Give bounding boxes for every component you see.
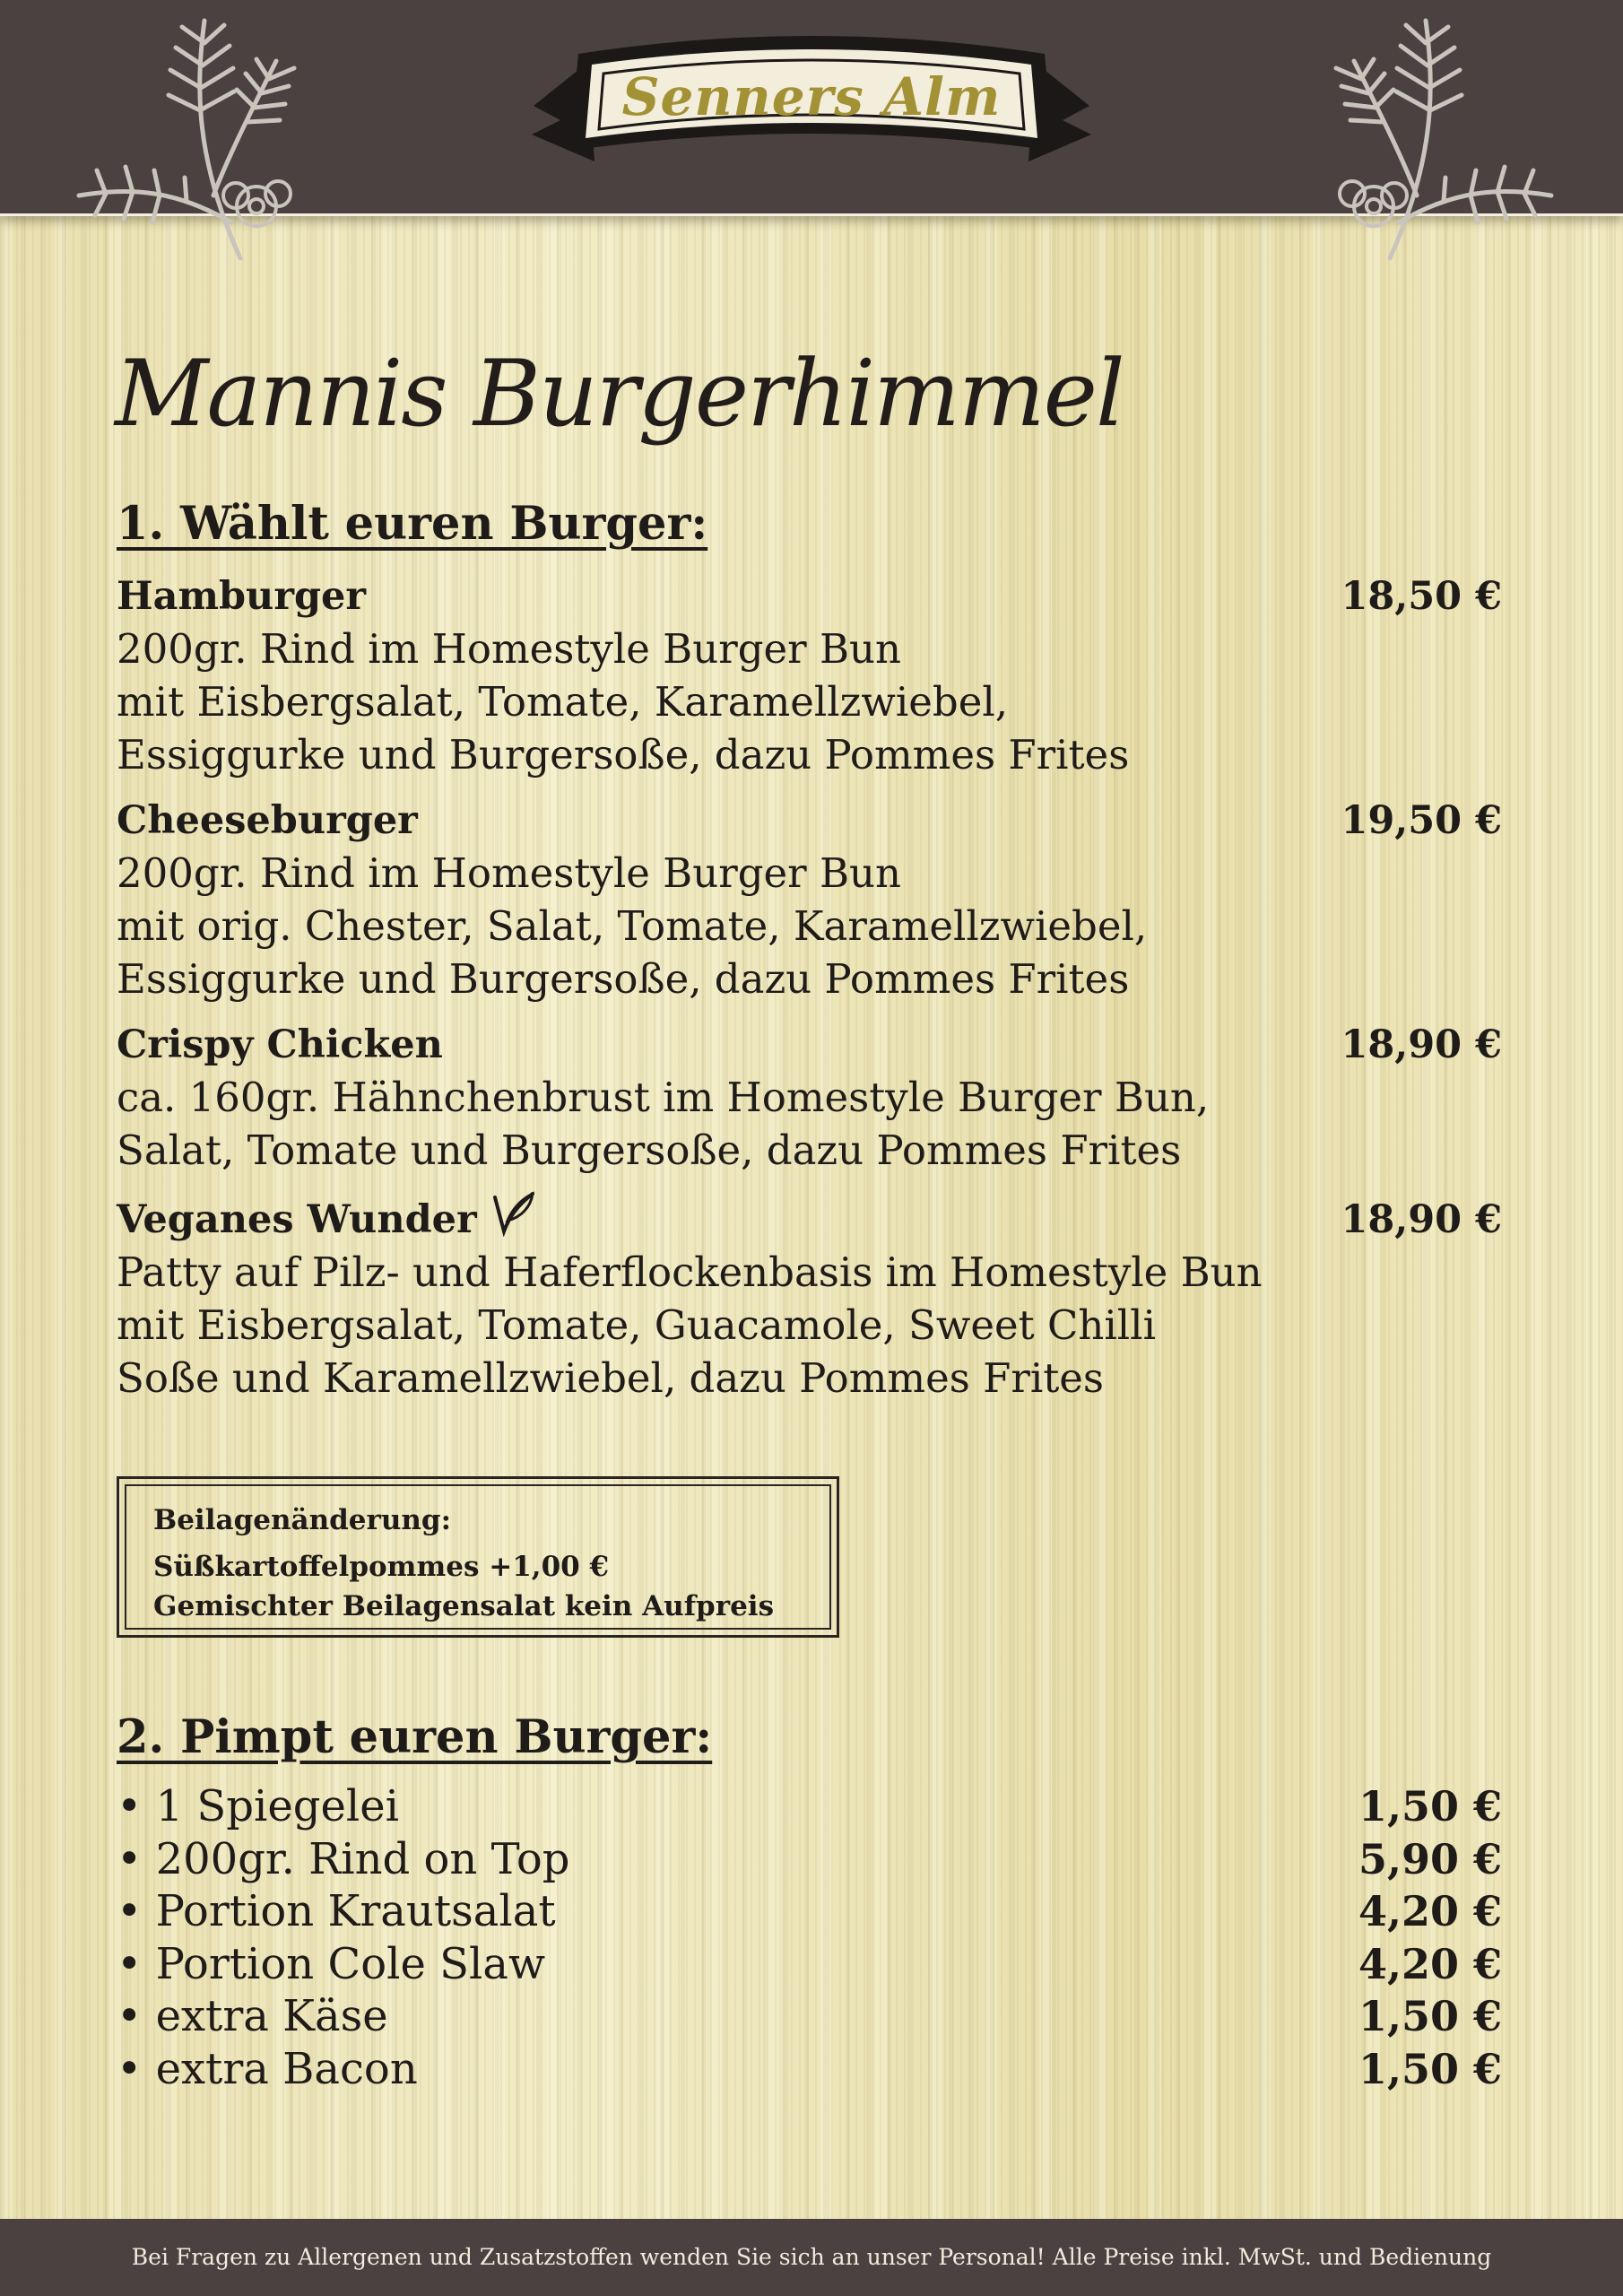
extra-item-price: 4,20 € (1358, 1939, 1502, 1988)
footer-bar (0, 2219, 1623, 2296)
extra-item (117, 1780, 1502, 1833)
extra-item-price: 5,90 € (1358, 1834, 1502, 1883)
menu-item-name: Crispy Chicken (117, 1022, 443, 1067)
menu-item-name: Cheeseburger (117, 798, 418, 843)
menu-item-cheeseburger (117, 795, 1502, 1005)
extra-item (117, 1938, 1502, 1991)
menu-item-price: 19,50 € (1341, 798, 1502, 843)
menu-item-description: 200gr. Rind im Homestyle Burger Bun mit orig. Chester, Salat, Tomate, Karamellzwiebel, Essiggurke und Burgersoße, dazu Pommes Frites (117, 849, 1148, 1003)
extra-item-price: 1,50 € (1358, 1782, 1502, 1831)
side-change-option: Gemischter Beilagensalat kein Aufpreis (153, 1590, 775, 1622)
logo-text: Senners Alm (621, 66, 1002, 127)
menu-item-crispy-chicken (117, 1019, 1502, 1177)
extra-item-label: • 200gr. Rind on Top (117, 1833, 570, 1884)
menu-item-name: Veganes Wunder (117, 1197, 477, 1242)
extra-item-label: • 1 Spiegelei (117, 1781, 399, 1831)
header-bar (0, 0, 1623, 216)
extra-item-price: 1,50 € (1358, 1992, 1502, 2040)
extra-item (117, 1885, 1502, 1938)
section-heading-choose-burger: 1. Wählt euren Burger: (117, 497, 708, 551)
pine-sprig-icon (1291, 16, 1560, 276)
section-heading-pimp-burger: 2. Pimpt euren Burger: (117, 1710, 713, 1764)
menu-item-hamburger (117, 570, 1502, 781)
menu-item-description: 200gr. Rind im Homestyle Burger Bun mit Eisbergsalat, Tomate, Karamellzwiebel, Essiggurke und Burgersoße, dazu Pommes Frites (117, 625, 1130, 778)
extra-item-price: 1,50 € (1358, 2044, 1502, 2093)
extra-item-label: • extra Bacon (117, 2043, 418, 2094)
extra-item-label: • extra Käse (117, 1991, 388, 2041)
extra-item-label: • Portion Krautsalat (117, 1886, 556, 1936)
menu-item-price: 18,90 € (1341, 1022, 1502, 1067)
menu-title: Mannis Burgerhimmel (115, 341, 1124, 448)
side-change-box (117, 1476, 839, 1638)
extra-item-price: 4,20 € (1358, 1887, 1502, 1935)
extra-item (117, 1990, 1502, 2043)
menu-item-description: ca. 160gr. Hähnchenbrust im Homestyle Burger Bun, Salat, Tomate und Burgersoße, dazu Pommes Frites (117, 1074, 1210, 1174)
side-change-option: Süßkartoffelpommes +1,00 € (153, 1551, 610, 1583)
vegan-leaf-icon (490, 1190, 538, 1237)
menu-item-description: Patty auf Pilz- und Haferflockenbasis im Homestyle Bun mit Eisbergsalat, Tomate, Guacamole, Sweet Chilli Soße und Karamellzwiebel, dazu Pommes Frites (117, 1248, 1263, 1402)
extra-item-label: • Portion Cole Slaw (117, 1938, 546, 1989)
menu-item-name: Hamburger (117, 574, 367, 619)
extra-item (117, 1833, 1502, 1886)
pine-sprig-icon (70, 16, 339, 276)
menu-item-price: 18,50 € (1341, 574, 1502, 619)
logo (525, 27, 1098, 179)
extra-item (117, 2043, 1502, 2096)
side-change-title: Beilagenänderung: (153, 1504, 452, 1536)
extras-list (117, 1780, 1502, 2095)
menu-item-veganes-wunder (117, 1194, 1502, 1405)
menu-item-price: 18,90 € (1341, 1197, 1502, 1242)
footer-note: Bei Fragen zu Allergenen und Zusatzstoffen wenden Sie sich an unser Personal! Alle Preise inkl. MwSt. und Bedienung (131, 2244, 1492, 2270)
